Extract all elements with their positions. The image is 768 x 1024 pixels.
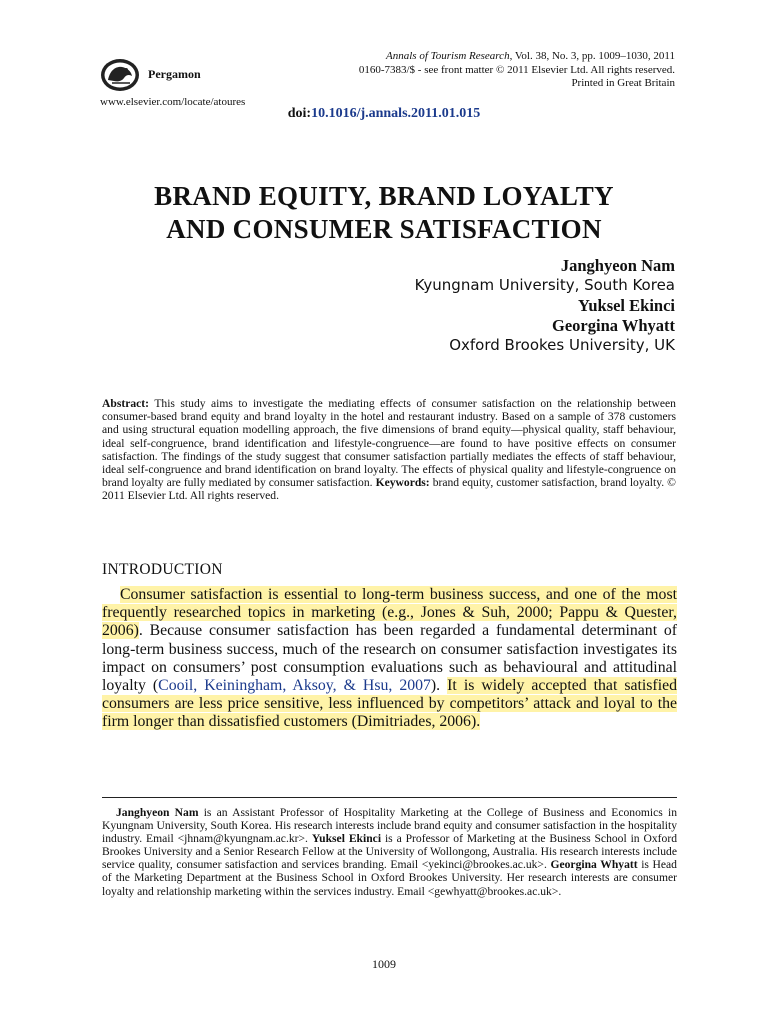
journal-name: Annals of Tourism Research [386, 50, 510, 62]
author-block [415, 256, 675, 356]
introduction-paragraph: Consumer satisfaction is essential to long-term business success, and one of the most frequently researched topics in marketing (e.g., Jones & Suh, 2000; Pappu & Quester, 2006). Because consumer satisfaction has been regarded a fundamental determinant of long-term business success, much of the research on consumer satisfaction investigates its impact on consumers’ post consumption evaluations such as behavioural and attitudinal loyalty (Cooil, Keiningham, Aksoy, & Hsu, 2007). It is widely accepted that satisfied consumers are less price sensitive, less influenced by competitors’ attack and loyal to the firm longer than dissatisfied customers (Dimitriades, 2006). [102, 586, 677, 731]
copyright-line: 0160-7383/$ - see front matter © 2011 Elsevier Ltd. All rights reserved. [358, 63, 675, 76]
author-name: Yuksel Ekinci [311, 832, 382, 846]
abstract-text: This study aims to investigate the mediating effects of consumer satisfaction on the relationship between consumer-based brand equity and brand loyalty in the hotel and restaurant industry. Based on a sample of 378 customers and using structural equation modelling approach, the five dimensions of brand equity—physical quality, staff behaviour, ideal self-congruence, brand identification and lifestyle-congruence—are found to have positive effects on consumer satisfaction. The findings of the study suggest that consumer satisfaction partially mediates the effects of staff behaviour, ideal self-congruence and brand identification on brand loyalty. The effects of physical quality and lifestyle-congruence on brand loyalty are fully mediated by consumer satisfaction. [102, 397, 676, 490]
abstract-label: Abstract: [102, 397, 150, 410]
journal-website-link[interactable]: www.elsevier.com/locate/atoures [100, 96, 246, 108]
author-footnote: Janghyeon Nam is an Assistant Professor of Hospitality Marketing at the College of Business and Economics in Kyungnam University, South Korea. His research interests include brand equity and consumer satisfaction in the hospitality industry. Email <jhnam@kyungnam.ac.kr>. Yuksel Ekinci is a Professor of Marketing at the Business School in Oxford Brookes University and a Senior Research Fellow at the University of Wollongong, Australia. His research interests include service quality, consumer satisfaction and services branding. Email <yekinci@brookes.ac.uk>. Georgina Whyatt is Head of the Marketing Department at the Business School in Oxford Brookes University. Her research interests are consumer loyalty and relationship marketing within the services industry. Email <gewhyatt@brookes.ac.uk>. [102, 806, 677, 898]
author-name: Georgina Whyatt [552, 316, 675, 335]
section-heading: INTRODUCTION [102, 561, 223, 578]
journal-citation: Annals of Tourism Research, Vol. 38, No. 3, pp. 1009–1030, 2011 [386, 50, 675, 62]
highlighted-text[interactable]: Consumer satisfaction is essential to long-term business success, and one of the most frequently researched topics in marketing (e.g., Jones & Suh, 2000; Pappu & Quester, 2006) [102, 586, 677, 640]
page-number: 1009 [372, 957, 396, 971]
author-name: Janghyeon Nam [560, 256, 675, 275]
article-title: BRAND EQUITY, BRAND LOYALTY AND CONSUMER SATISFACTION [154, 181, 614, 244]
footnote-divider [102, 797, 677, 798]
abstract [102, 397, 676, 503]
keywords-text: brand equity, customer satisfaction, brand loyalty. © 2011 Elsevier Ltd. All rights reserved. [102, 476, 676, 503]
highlighted-text[interactable]: It is widely accepted that satisfied consumers are less price sensitive, less influenced by competitors’ attack and loyal to the firm longer than dissatisfied customers (Dimitriades, 2006). [102, 677, 677, 731]
author-affiliation: Kyungnam University, South Korea [414, 276, 675, 294]
author-name: Yuksel Ekinci [577, 296, 675, 315]
author-name: Janghyeon Nam [116, 806, 199, 819]
pergamon-logo-icon [100, 58, 140, 92]
keywords-label: Keywords: [375, 476, 430, 490]
citation-link[interactable]: Cooil, Keiningham, Aksoy, & Hsu, 2007 [158, 677, 431, 695]
doi-link[interactable]: 10.1016/j.annals.2011.01.015 [311, 106, 481, 121]
publisher-name: Pergamon [148, 67, 201, 81]
printed-line: Printed in Great Britain [571, 77, 675, 89]
doi-line: doi:10.1016/j.annals.2011.01.015 [287, 106, 481, 121]
author-name: Georgina Whyatt [550, 858, 638, 872]
journal-info [275, 50, 675, 91]
author-affiliation: Oxford Brookes University, UK [449, 336, 675, 354]
